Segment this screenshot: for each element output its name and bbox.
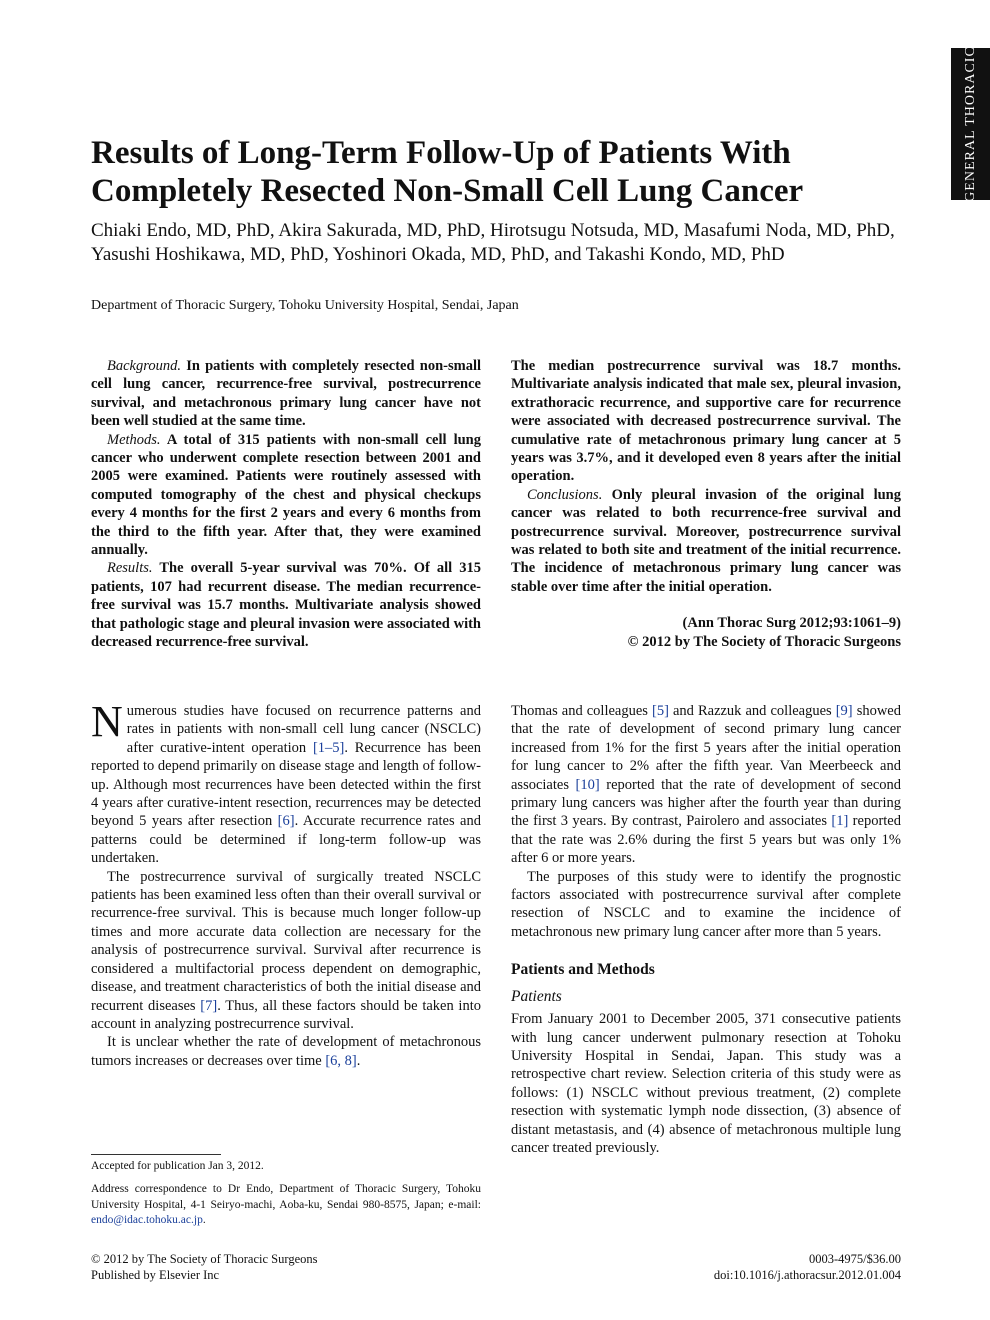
- intro-paragraph-4: Thomas and colleagues [5] and Razzuk and colleagues [9] showed that the rate of development of second primary lung cancer increased from 1% for the first 5 years after the initial operation for lung cancer to 2% after the fifth year. Van Meerbeeck and associates [10] reported that the rate of development of second primary lung cancers was higher after the fourth year than during the first 3 years. By contrast, Pairolero and associates [1] reported that the rate was 2.6% during the first 5 years but was only 1% after 6 or more years.: [511, 703, 901, 867]
- reference-link[interactable]: [1]: [831, 813, 849, 830]
- abstract-background: Background. In patients with completely resected non-small cell lung cancer, recurrence-free survival, postrecurrence survival, and metachronous primary lung cancer have not been well studied at the same time.: [91, 358, 481, 430]
- footnote-divider: [91, 1154, 221, 1155]
- footer-left: [91, 1251, 317, 1283]
- footer-copyright: © 2012 by The Society of Thoracic Surgeons: [91, 1252, 318, 1266]
- intro-paragraph-5: The purposes of this study were to identify the prognostic factors associated with postrecurrence survival after complete resection of NSCLC and to examine the incidence of metachronous new primary lung cancer after more than 5 years.: [511, 868, 901, 940]
- footer-right: [601, 1251, 901, 1283]
- drop-cap: N: [91, 697, 123, 746]
- reference-link[interactable]: [6, 8]: [325, 1052, 357, 1069]
- reference-link[interactable]: [7]: [200, 997, 218, 1014]
- journal-citation: (Ann Thorac Surg 2012;93:1061–9): [682, 615, 901, 632]
- section-tab-label: GENERAL THORACIC: [962, 46, 978, 202]
- abstract-copyright: © 2012 by The Society of Thoracic Surgeons: [627, 633, 901, 650]
- abstract-results: Results. The overall 5-year survival was 70%. Of all 315 patients, 107 had recurrent disease. The median recurrence-free survival was 15.7 months. Multivariate analysis showed that pathologic stage and pleural invasion were associated with decreased recurrence-free survival.: [91, 560, 481, 651]
- abstract-right-column: [511, 357, 901, 651]
- body-right-column: [511, 702, 901, 1157]
- footer-publisher: Published by Elsevier Inc: [91, 1268, 220, 1282]
- reference-link[interactable]: [1–5]: [312, 739, 345, 756]
- abstract-results-continued: The median postrecurrence survival was 18.7 months. Multivariate analysis indicated that male sex, pleural invasion, extrathoracic recurrence, and supportive care for recurrence were associated with decreased postrecurrence survival. The cumulative rate of metachronous primary lung cancer at 5 years was 3.7%, and it developed even 8 years after the initial operation.: [511, 358, 901, 485]
- email-link[interactable]: endo@idac.tohoku.ac.jp: [91, 1214, 203, 1226]
- author-list: Chiaki Endo, MD, PhD, Akira Sakurada, MD, PhD, Hirotsugu Notsuda, MD, Masafumi Noda, MD, PhD, Yasushi Hoshikawa, MD, PhD, Yoshinori Okada, MD, PhD, and Takashi Kondo, MD, PhD: [91, 220, 895, 265]
- reference-link[interactable]: [9]: [835, 703, 853, 719]
- section-tab: [951, 48, 990, 200]
- footer-issn: 0003-4975/$36.00: [808, 1252, 901, 1266]
- footer-doi: doi:10.1016/j.athoracsur.2012.01.004: [713, 1268, 901, 1282]
- subsection-heading: Patients: [511, 987, 562, 1005]
- intro-paragraph-2: The postrecurrence survival of surgically treated NSCLC patients has been examined less often than their overall survival or recurrence-free survival. This is because much longer follow-up times and more accurate data collection are necessary for the analysis of postrecurrence survival. Survival after recurrence is considered a multifactorial process dependent on demographic, disease, and treatment characteristics of both the initial disease and recurrent diseases [7]. Thus, all these factors should be taken into account in analyzing postrecurrence survival.: [91, 868, 481, 1032]
- accepted-note: Accepted for publication Jan 3, 2012.: [91, 1160, 264, 1172]
- abstract-conclusions: Conclusions. Only pleural invasion of the original lung cancer was related to both recurrence-free survival and postrecurrence survival. Moreover, postrecurrence survival was related to both site and treatment of the initial recurrence. The incidence of metachronous primary lung cancer was stable over time after the initial operation.: [511, 486, 901, 595]
- abstract-methods: Methods. A total of 315 patients with non-small cell lung cancer who underwent complete resection between 2001 and 2005 were examined. Patients were routinely assessed with computed tomography of the chest and physical checkups every 4 months for the first 2 years and every 6 months from the third to the fifth year. After that, they were examined annually.: [91, 431, 481, 559]
- article-title: Results of Long-Term Follow-Up of Patients With Completely Resected Non-Small Cell Lung Cancer: [91, 135, 804, 209]
- section-heading: Patients and Methods: [511, 961, 655, 979]
- reference-link[interactable]: [6]: [277, 813, 295, 830]
- intro-paragraph-3: It is unclear whether the rate of development of metachronous tumors increases or decreases over time [6, 8].: [91, 1034, 481, 1069]
- affiliation: Department of Thoracic Surgery, Tohoku University Hospital, Sendai, Japan: [91, 298, 519, 313]
- body-left-column: [91, 697, 481, 1070]
- correspondence-note: Address correspondence to Dr Endo, Department of Thoracic Surgery, Tohoku University Hospital, 4-1 Seiryo-machi, Aoba-ku, Sendai 980-8575, Japan; e-mail: endo@idac.tohoku.ac.jp.: [91, 1183, 481, 1226]
- methods-paragraph-1: From January 2001 to December 2005, 371 consecutive patients with lung cancer underwent pulmonary resection at Tohoku University Hospital in Sendai, Japan. This study was a retrospective chart review. Selection criteria of this study were as follows: (1) NSCLC without previous treatment, (2) complete resection with systematic lymph node dissection, (3) absence of distant metastasis, and (4) absence of metachronous multiple lung cancer treated previously.: [511, 1011, 901, 1156]
- intro-paragraph-1: Numerous studies have focused on recurrence patterns and rates in patients with non-small cell lung cancer (NSCLC) after curative-intent operation [1–5]. Recurrence has been reported to depend primarily on disease stage and length of follow-up. Although most recurrences have been detected within the first 4 years after curative-intent resection, recurrences may be detected beyond 5 years after resection [6]. Accurate recurrence rates and patterns could be determined if long-term follow-up was undertaken.: [91, 697, 481, 867]
- reference-link[interactable]: [10]: [575, 776, 600, 793]
- reference-link[interactable]: [5]: [652, 703, 669, 719]
- abstract-left-column: [91, 357, 481, 652]
